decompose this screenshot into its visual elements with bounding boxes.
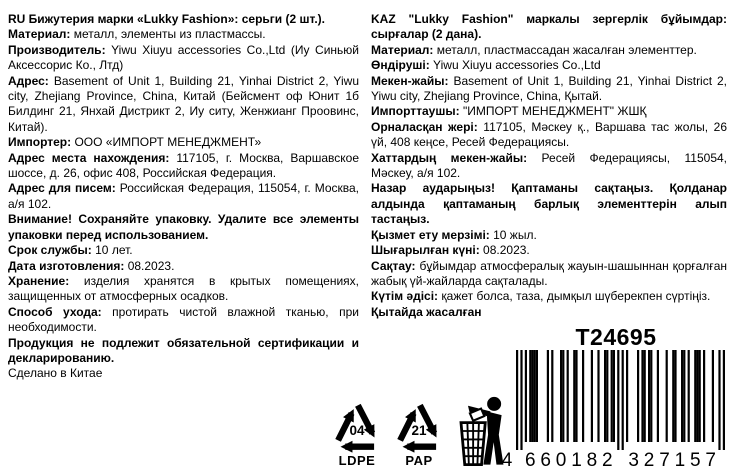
- label-paragraph: Қызмет ету мерзімі: 10 жыл.: [371, 227, 537, 242]
- label-paragraph: Қытайда жасалған: [371, 304, 482, 319]
- barcode-digit: 1: [674, 450, 686, 470]
- barcode-bar: [696, 350, 698, 442]
- barcode-bar: [591, 350, 593, 442]
- label-paragraph: Импортер: ООО «ИМПОРТ МЕНЕДЖМЕНТ»: [8, 135, 262, 150]
- barcode-bar: [674, 350, 676, 442]
- barcode-digit: 1: [571, 450, 582, 470]
- barcode-bar: [699, 350, 701, 442]
- barcode-bar: [666, 350, 668, 442]
- barcode-bar: [606, 350, 608, 442]
- barcode-digit: 2: [602, 450, 613, 470]
- material-code: 04: [349, 423, 365, 438]
- label-paragraph: Назар аударыңыз! Қаптаманы сақтаңыз. Қолданар алдында қаптаманың барлық элементтерін алып тастаңыз.: [371, 181, 727, 227]
- barcode-digit: 0: [555, 450, 567, 470]
- barcode-bar: [611, 350, 613, 442]
- packaging-marks: [330, 392, 510, 468]
- barcode-bar: [694, 350, 696, 442]
- barcode-bar: [723, 350, 725, 450]
- barcode-digit: 5: [690, 450, 701, 470]
- barcode-digit: 8: [586, 450, 598, 470]
- label-paragraph: Өндіруші: Yiwu Xiuyu accessories Co.,Ltd: [371, 58, 601, 73]
- barcode-bar: [525, 350, 527, 442]
- label-paragraph: Производитель: Yiwu Xiuyu accessories Co.,Ltd (Иу Синьюй Аксессорис Ко., Лтд): [8, 42, 359, 73]
- label-paragraph: Хранение: изделия хранятся в крытых помещениях, защищенных от атмосферных осадков.: [8, 273, 359, 304]
- barcode-bar: [703, 350, 705, 442]
- label-paragraph: Материал: металл, элементы из пластмассы.: [8, 27, 266, 42]
- material-label: PAP: [405, 453, 433, 468]
- barcode-digit: 3: [628, 450, 639, 470]
- barcode-digit: 6: [540, 450, 551, 470]
- barcode-bar: [534, 350, 536, 442]
- barcode-bar: [582, 350, 584, 442]
- label-paragraph: Способ ухода: протирать чистой влажной тканью, при необходимости.: [8, 304, 359, 335]
- barcode-bar: [672, 350, 674, 442]
- barcode-bar: [536, 350, 538, 442]
- barcode-bar: [683, 350, 685, 442]
- barcode-bar: [617, 350, 619, 450]
- label-paragraph: RU Бижутерия марки «Lukky Fashion»: серьги (2 шт.).: [8, 12, 325, 26]
- barcode-block: [500, 326, 732, 470]
- barcode-digit: 7: [659, 450, 670, 470]
- barcode-bar: [531, 350, 533, 442]
- label-paragraph: KAZ "Lukky Fashion" маркалы зергерлік бұйымдар: сырғалар (2 дана).: [371, 12, 727, 42]
- label-paragraph: Импорттаушы: "ИМПОРТ МЕНЕДЖМЕНТ" ЖШҚ: [371, 104, 647, 119]
- barcode-bar: [529, 350, 531, 442]
- barcode-bar: [560, 350, 562, 442]
- label-paragraph: Срок службы: 10 лет.: [8, 243, 133, 258]
- label-paragraph: Мекен-жайы: Basement of Unit 1, Building 21, Yinhai District 2, Yiwu city, Zhejiang Province, China, Қытай.: [371, 73, 727, 104]
- barcode-bar: [622, 350, 624, 450]
- barcode-bar: [644, 350, 646, 442]
- barcode-digit: 6: [525, 450, 536, 470]
- recycling-triangle-icon: [330, 398, 384, 454]
- label-paragraph: Сақтау: бұйымдар атмосфералық жауын-шашыннан қорғалған жабық үй-жайларда сақталады.: [371, 258, 727, 288]
- barcode-bar: [547, 350, 549, 442]
- barcode-bar: [516, 350, 518, 450]
- material-code: 21: [411, 423, 427, 438]
- label-paragraph: Материал: металл, пластмассадан жасалған элементтер.: [371, 42, 697, 57]
- label-paragraph: Продукция не подлежит обязательной сертификации и декларированию.: [8, 335, 359, 365]
- label-paragraph: Күтім әдісі: қажет болса, таза, дымқыл шүберекпен сүртіңіз.: [371, 289, 711, 304]
- ean13-barcode: [500, 350, 732, 470]
- barcode-bar: [657, 350, 659, 442]
- barcode-bar: [562, 350, 564, 442]
- barcode-bar: [520, 350, 522, 450]
- barcode-digit: 2: [643, 450, 655, 470]
- barcode-bar: [688, 350, 690, 442]
- barcode-bar: [604, 350, 606, 442]
- label-paragraph: Орналасқан жері: 117105, Мәскеу қ., Варшава тас жолы, 26 үй, 408 кеңсе, Ресей Федерациясы.: [371, 119, 727, 150]
- barcode-bar: [712, 350, 714, 442]
- barcode-bar: [573, 350, 575, 442]
- label-paragraph: Адрес для писем: Российская Федерация, 115054, г. Москва, а/я 102.: [8, 181, 359, 211]
- label-paragraph: Дата изготовления: 08.2023.: [8, 258, 175, 273]
- barcode-bar: [718, 350, 720, 450]
- barcode-digit: 4: [501, 450, 513, 470]
- label-paragraph: Сделано в Китае: [8, 366, 103, 381]
- ru-column: [8, 12, 359, 382]
- barcode-bar: [641, 350, 643, 442]
- material-label: LDPE: [338, 453, 376, 468]
- recycle-mark-ldpe: [330, 398, 384, 468]
- label-paragraph: Хаттардың мекен-жайы: Ресей Федерациясы, 115054, Мәскеу, а/я 102.: [371, 150, 727, 181]
- barcode-bar: [597, 350, 599, 442]
- barcode-bar: [551, 350, 553, 442]
- barcode-bar: [681, 350, 683, 442]
- barcode-bar: [626, 350, 628, 442]
- recycling-triangle-icon: [392, 398, 446, 454]
- label-paragraph: Внимание! Сохраняйте упаковку. Удалите все элементы упаковки перед использованием.: [8, 212, 359, 242]
- recycle-mark-pap: [392, 398, 446, 468]
- label-paragraph: Адрес места нахождения: 117105, г. Москва, Варшавское шоссе, д. 26, офис 408, Российская Федерация.: [8, 150, 360, 181]
- barcode-digit: 7: [705, 450, 716, 470]
- barcode-bar: [613, 350, 615, 442]
- label-paragraph: Шығарылған күні: 08.2023.: [371, 243, 530, 258]
- barcode-bar: [650, 350, 652, 442]
- barcode-bar: [575, 350, 577, 442]
- label-paragraph: Адрес: Basement of Unit 1, Building 21, Yinhai District 2, Yiwu city, Zhejiang Province, China, Китай (Бейсмент оф Юнит 1б Билдинг 21, Янхай Дистрикт 2, Иу ситу, Женжианг Проовинс, Китай).: [8, 73, 359, 134]
- product-code: T24695: [575, 324, 657, 350]
- barcode-bar: [637, 350, 639, 442]
- barcode-bar: [648, 350, 650, 442]
- barcode-bar: [567, 350, 569, 442]
